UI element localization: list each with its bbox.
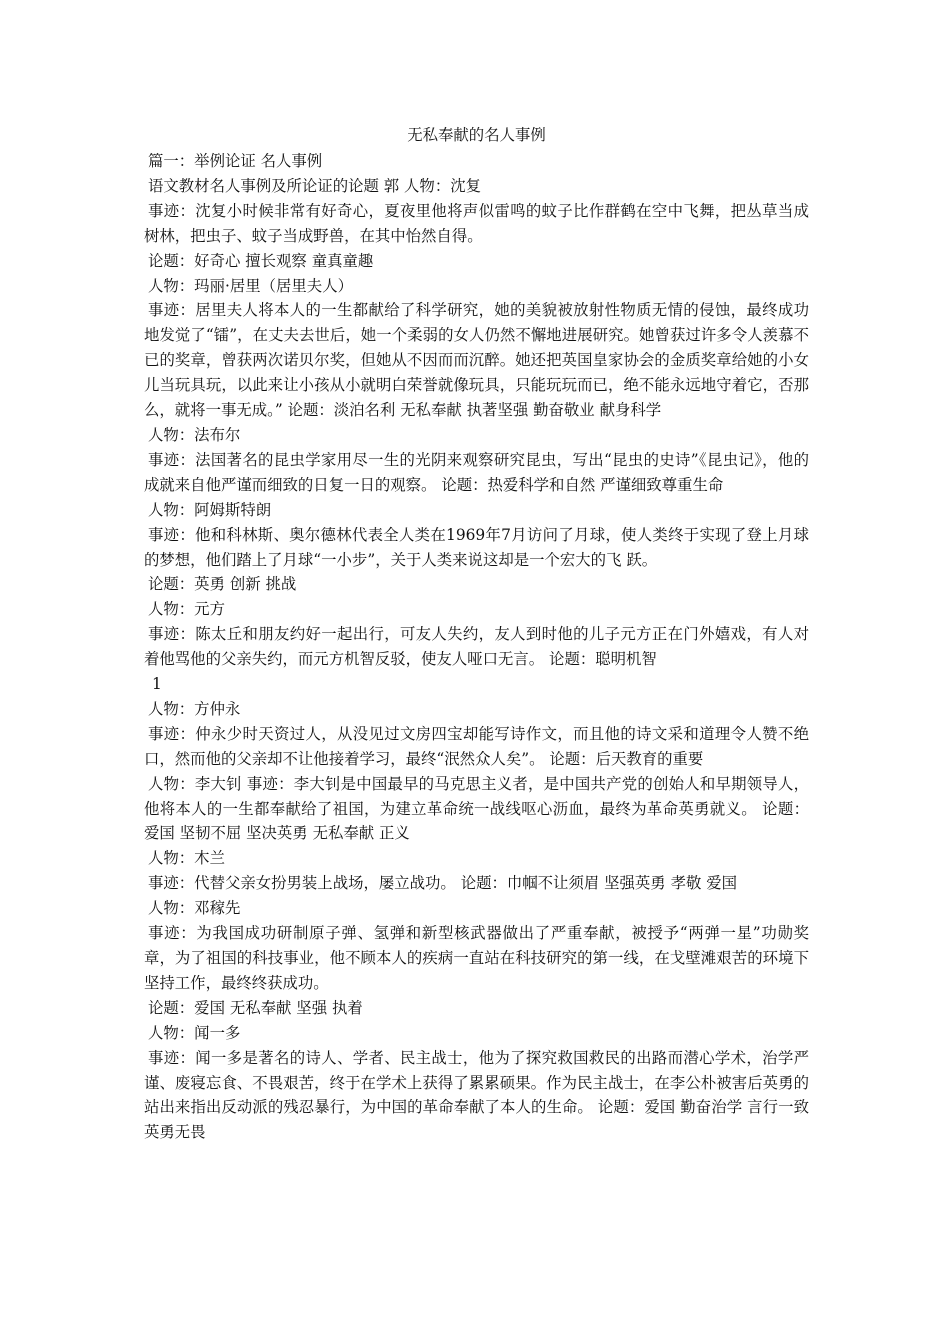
paragraph: 事迹：陈太丘和朋友约好一起出行，可友人失约，友人到时他的儿子元方正在门外嬉戏，有人对着他骂他的父亲失约，而元方机智反驳，使友人哑口无言。 论题：聪明机智 xyxy=(144,625,809,669)
paragraph: 事迹：居里夫人将本人的一生都献给了科学研究，她的美貌被放射性物质无情的侵蚀，最终成功地发觉了“镭”，在丈夫去世后，她一个柔弱的女人仍然不懈地进展研究。她曾获过许多令人羡慕不已的奖章，曾获两次诺贝尔奖，但她从不因而而沉醉。她还把英国皇家协会的金质奖章给她的小女儿当玩具玩，以此来让小孩从小就明白荣誉就像玩具，只能玩玩而已，绝不能永远地守着它，否那么，就将一事无成。” 论题：淡泊名利 无私奉献 执著坚强 勤奋敬业 献身科学 xyxy=(144,301,809,420)
paragraph: 人物：阿姆斯特朗 xyxy=(148,500,272,519)
paragraph: 人物：邓稼先 xyxy=(148,899,241,918)
paragraph: 语文教材名人事例及所论证的论题 郭 人物：沈复 xyxy=(148,176,481,195)
paragraph: 人物：玛丽·居里（居里夫人） xyxy=(148,276,353,295)
paragraph: 人物：李大钊 事迹：李大钊是中国最早的马克思主义者，是中国共产党的创始人和早期领导人，他将本人的一生都奉献给了祖国，为建立革命统一战线呕心沥血，最终为革命英勇就义。 论题：爱国 坚韧不屈 坚决英勇 无私奉献 正义 xyxy=(144,774,809,843)
paragraph: 事迹：代替父亲女扮男装上战场，屡立战功。 论题：巾帼不让须眉 坚强英勇 孝敬 爱国 xyxy=(148,874,738,893)
paragraph: 篇一：举例论证 名人事例 xyxy=(148,152,323,170)
paragraph: 事迹：为我国成功研制原子弹、氢弹和新型核武器做出了严重奉献，被授予“两弹一星”功勋奖章，为了祖国的科技事业，他不顾本人的疾病一直站在科技研究的第一线，在戈壁滩艰苦的环境下坚持工作，最终终获成功。 xyxy=(144,924,809,992)
paragraph: 人物：元方 xyxy=(148,600,225,619)
paragraph: 论题：爱国 无私奉献 坚强 执着 xyxy=(148,998,363,1017)
page-number: 1 xyxy=(152,675,162,694)
paragraph: 事迹：他和科林斯、奥尔德林代表全人类在1969年7月访问了月球，使人类终于实现了登上月球的梦想，他们踏上了月球“一小步”，关于人类来说这却是一个宏大的飞 跃。 xyxy=(144,525,809,569)
paragraph: 事迹：法国著名的昆虫学家用尽一生的光阴来观察研究昆虫，写出“昆虫的史诗”《昆虫记》，他的成就来自他严谨而细致的日复一日的观察。 论题：热爱科学和自然 严谨细致尊重生命 xyxy=(144,450,809,494)
paragraph: 论题：好奇心 擅长观察 童真童趣 xyxy=(148,251,374,270)
paragraph: 事迹：仲永少时天资过人，从没见过文房四宝却能写诗作文，而且他的诗文采和道理令人赞不绝口，然而他的父亲却不让他接着学习，最终“泯然众人矣”。 论题：后天教育的重要 xyxy=(144,724,809,768)
paragraph: 人物：木兰 xyxy=(148,849,225,868)
paragraph: 人物：闻一多 xyxy=(148,1023,241,1042)
document-title: 无私奉献的名人事例 xyxy=(407,126,546,144)
paragraph: 事迹：沈复小时候非常有好奇心，夏夜里他将声似雷鸣的蚊子比作群鹤在空中飞舞，把丛草当成树林，把虫子、蚊子当成野兽，在其中怡然自得。 xyxy=(144,201,809,245)
paragraph: 论题：英勇 创新 挑战 xyxy=(148,575,297,594)
paragraph: 事迹：闻一多是著名的诗人、学者、民主战士，他为了探究救国救民的出路而潜心学术，治学严谨、废寝忘食、不畏艰苦，终于在学术上获得了累累硕果。作为民主战士，在李公朴被害后英勇的站出来指出反动派的残忍暴行，为中国的革命奉献了本人的生命。 论题：爱国 勤奋治学 言行一致 英勇无畏 xyxy=(144,1048,809,1142)
document-page xyxy=(144,121,809,1145)
paragraph: 人物：法布尔 xyxy=(148,425,241,444)
paragraph: 人物：方仲永 xyxy=(148,699,241,718)
